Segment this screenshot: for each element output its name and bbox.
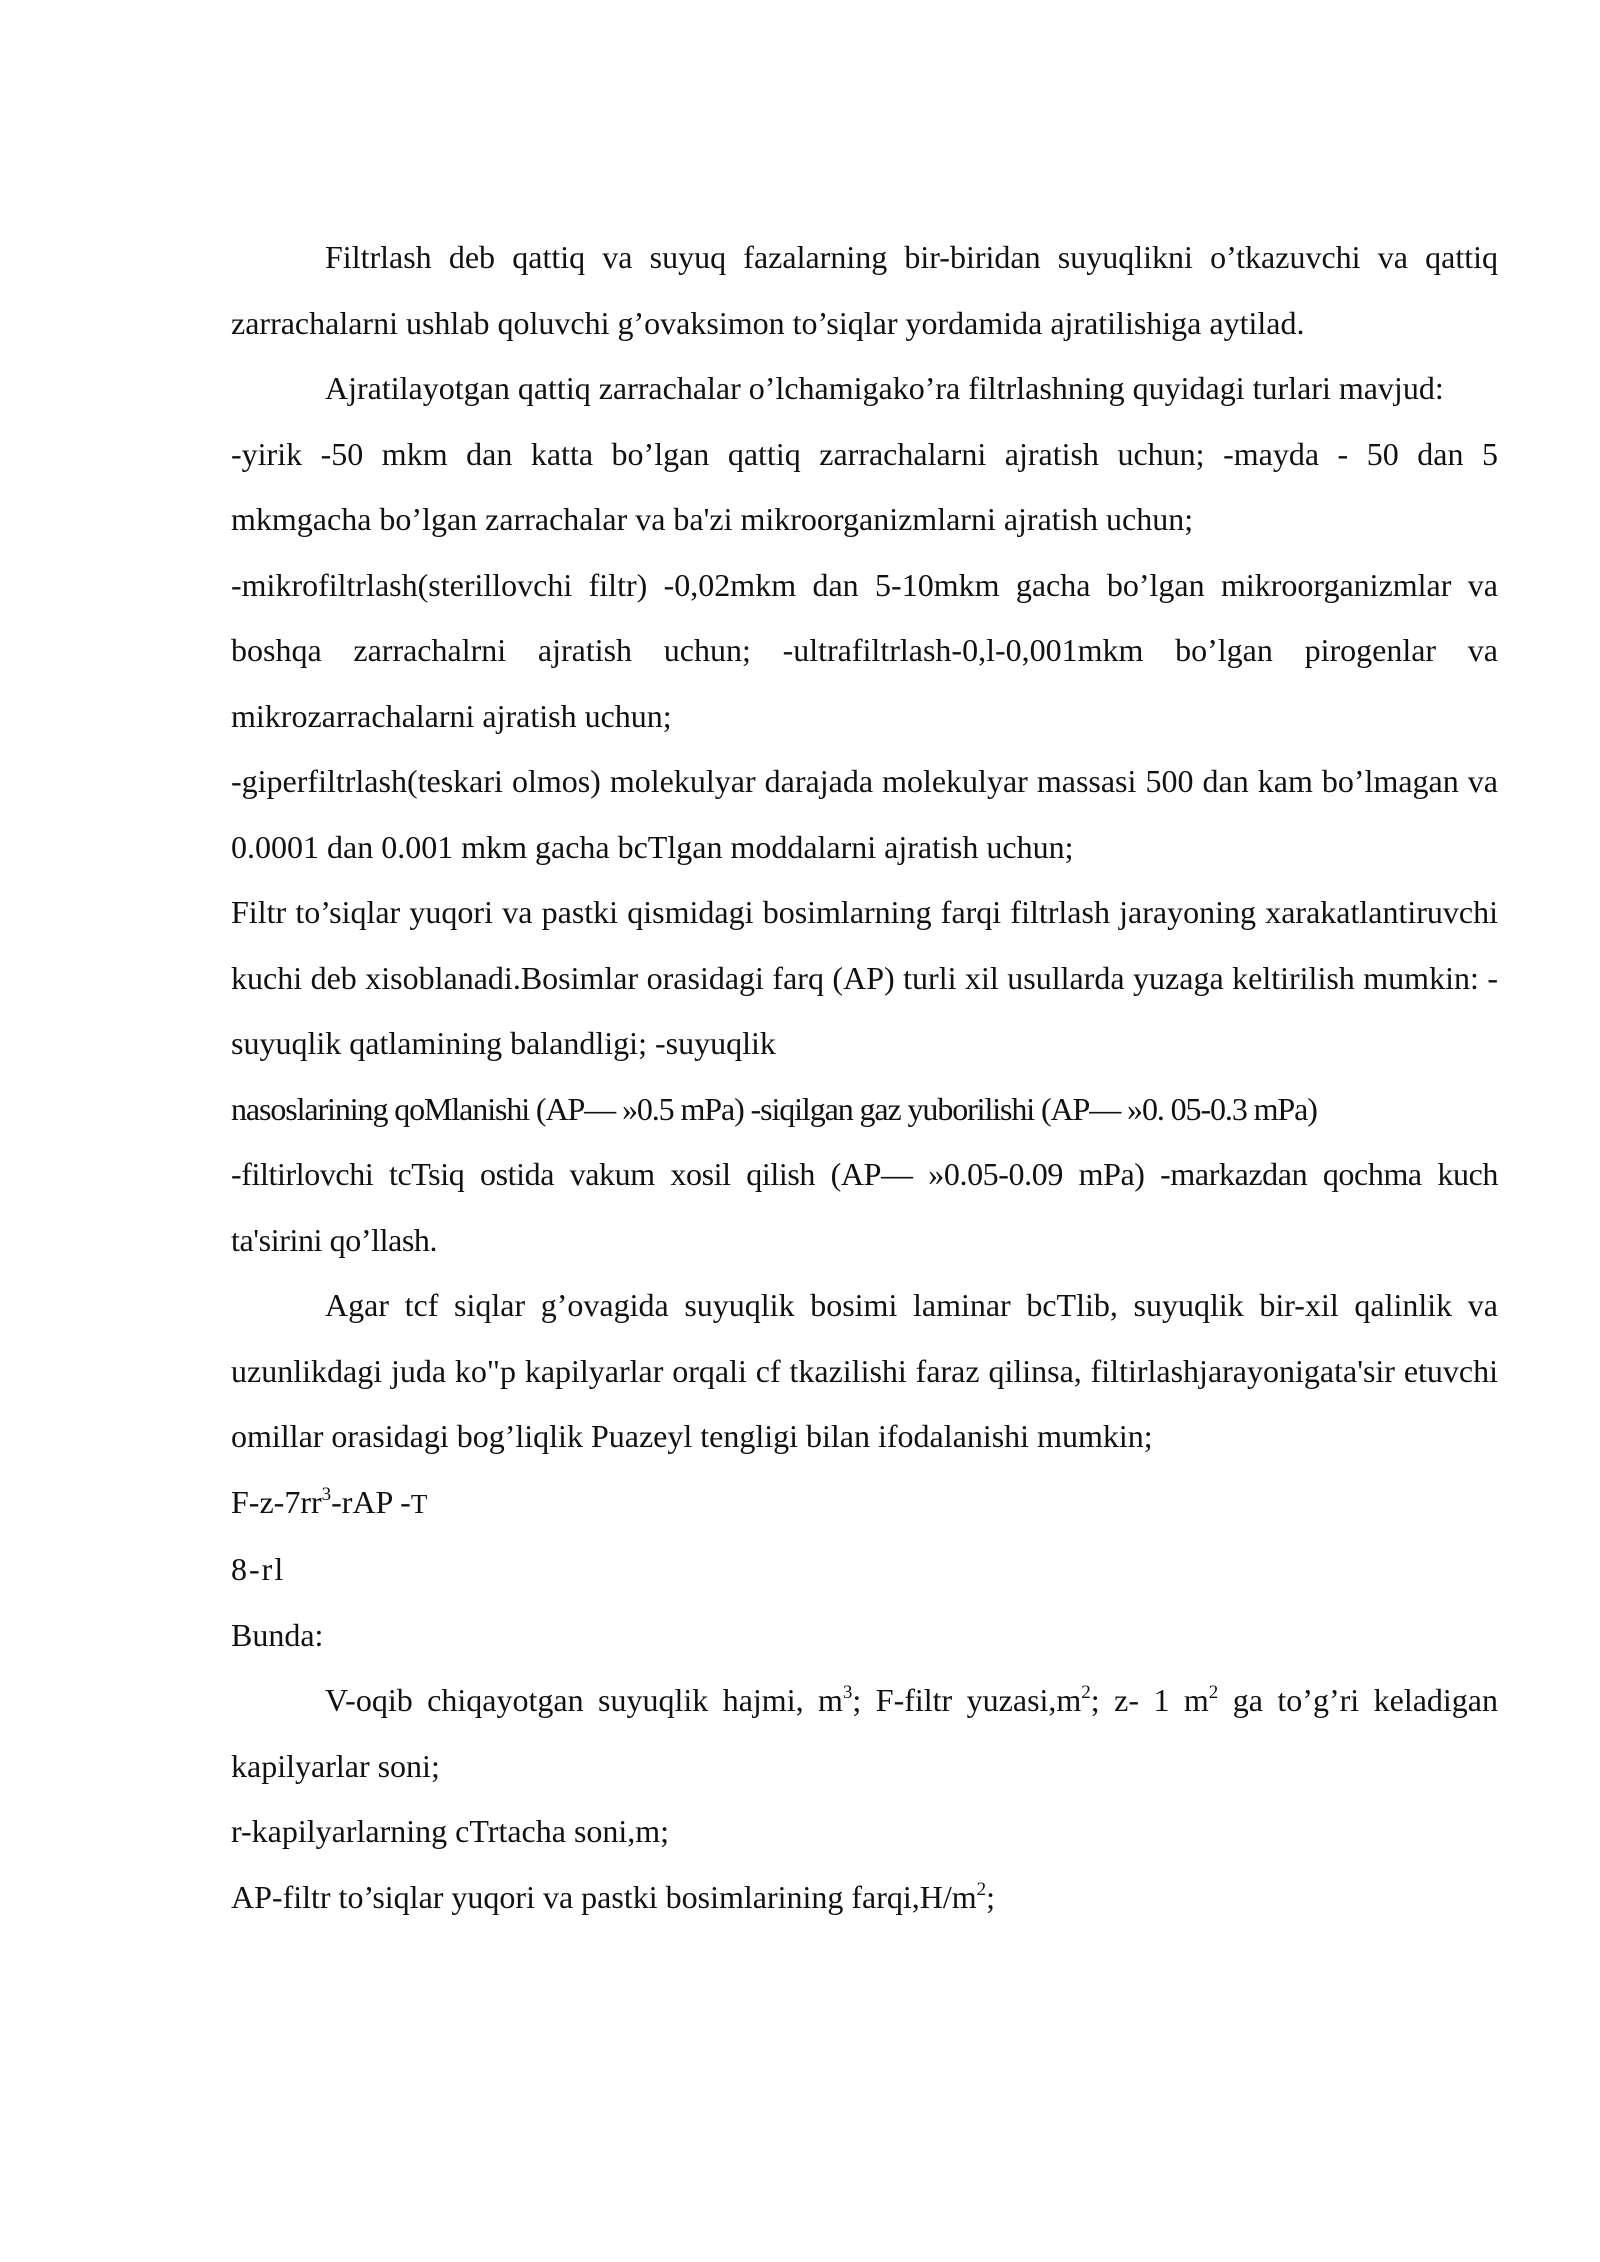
paragraph-filtration-definition: Filtrlash deb qattiq va suyuq fazalarning bir-biridan suyuqlikni o’tkazuvchi va qattiq zarrachalarni ushlab qoluvchi g’ovaksimon to’siqlar yordamida ajratilishiga aytilad. (231, 239, 1498, 341)
paragraph-driving-force (231, 880, 1498, 1273)
paragraph-poiseuille: Agar tcf siqlar g’ovagida suyuqlik bosimi laminar bcTlib, suyuqlik bir-xil qalinlik va uzunlikdagi juda ko"p kapilyarlar orqali cf tkazilishi faraz qilinsa, filtirlashjarayonigata'sir etuvchi omillar orasidagi bog’liqlik Puazeyl tengligi bilan ifodalanishi mumkin; (231, 1287, 1498, 1454)
definition-radius: r-kapilyarlarning cTrtacha soni,m; (231, 1813, 670, 1849)
definition-pressure-difference: AP-filtr to’siqlar yuqori va pastki bosimlarining $farqi,H/m^2$; (231, 1878, 996, 1915)
paragraph-filtration-types-intro: Ajratilayotgan qattiq zarrachalar o’lchamigako’ra filtrlashning quyidagi turlari mavjud: (325, 370, 1444, 406)
formula-numerator: $F-z-7rr^3$-rAP -T (231, 1483, 428, 1520)
paragraph-hyperfiltration: -giperfiltrlash(teskari olmos) molekulyar darajada molekulyar massasi 500 dan kam bo’lmagan va 0.0001 dan 0.001 mkm gacha bcTlgan moddalarni ajratish uchun; (231, 763, 1498, 865)
document-page (231, 225, 1498, 1930)
definition-volume: V-oqib chiqayotgan suyuqlik hajmi, $m^3$; F-filtr $yuzasi,m^2$; z- 1 $m^2$ ga to’g’ri keladigan kapilyarlar soni; (231, 1682, 1498, 1784)
vacuum-text: -filtirlovchi tcTsiq ostida vakum xosil qilish (AP— »0.05-0.09 mPa) -markazdan qochma kuch ta'sirini qo’llash. (231, 1156, 1498, 1258)
paragraph-microfiltration: -mikrofiltrlash(sterillovchi filtr) -0,02mkm dan 5-10mkm gacha bo’lgan mikroorganizmlar va boshqa zarrachalrni ajratish uchun; -ultrafiltrlash-0,l-0,001mkm bo’lgan pirogenlar va mikrozarrachalarni ajratish uchun; (231, 566, 1498, 734)
pump-pressure-text: nasoslarining qoMlanishi (AP— »0.5 mPa) -siqilgan gaz yuborilishi (AP— »0. 05-0.3 mPa) (231, 1090, 1317, 1127)
driving-force-text: Filtr to’siqlar yuqori va pastki qismidagi bosimlarning farqi filtrlash jarayoning xarakatlantiruvchi kuchi deb xisoblanadi.Bosimlar orasidagi farq (AP) turli xil usullarda yuzaga keltirilish mumkin: - suyuqlik qatlamining balandligi; -suyuqlik (231, 894, 1498, 1061)
bunda-label: Bunda: (231, 1616, 324, 1653)
formula-denominator: 8-rl (231, 1551, 286, 1587)
paragraph-coarse-fine: -yirik -50 mkm dan katta bo’lgan qattiq zarrachalarni ajratish uchun; -mayda - 50 dan 5 mkmgacha bo’lgan zarrachalar va ba'zi mikroorganizmlarni ajratish uchun; (231, 435, 1498, 537)
